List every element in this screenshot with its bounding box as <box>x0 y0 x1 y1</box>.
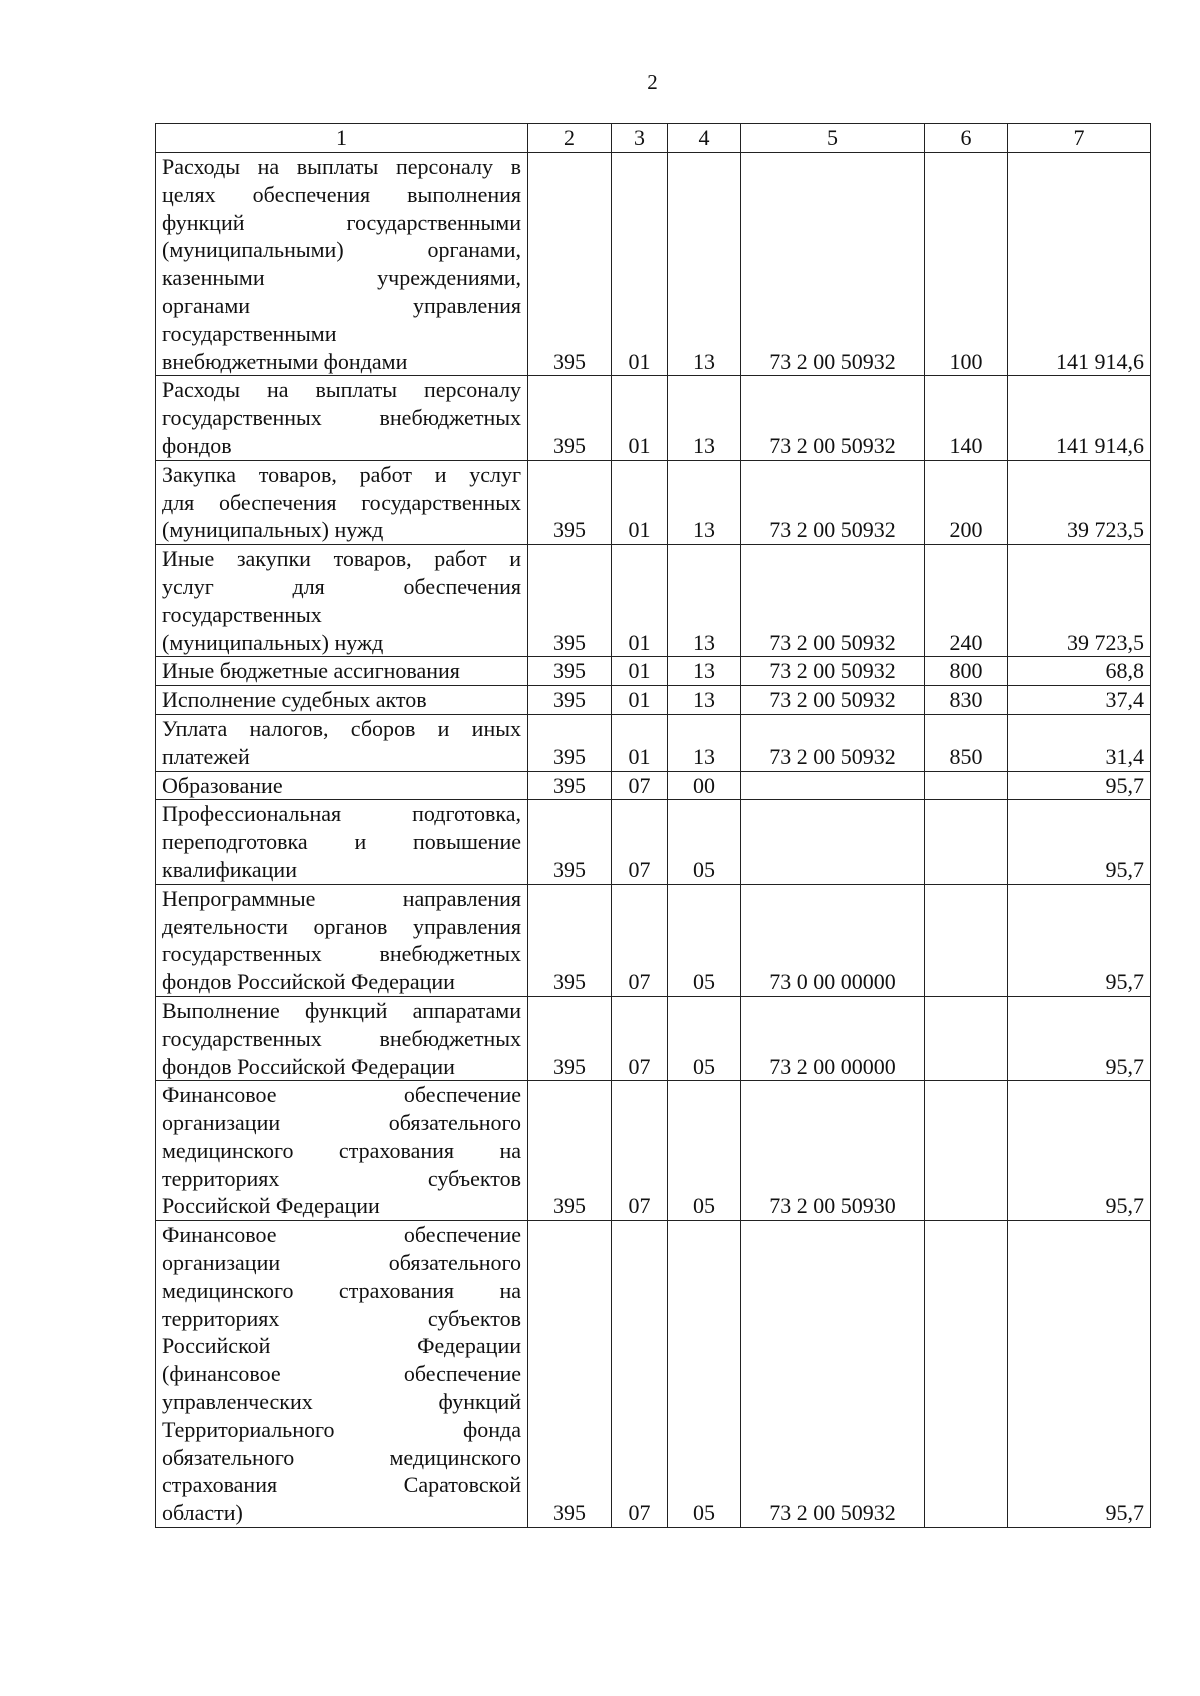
table-row <box>156 771 1151 800</box>
page-number: 2 <box>647 70 658 94</box>
item-name-line: Территориального фонда <box>162 1416 521 1442</box>
item-name-line: страхования Саратовской <box>162 1472 521 1498</box>
item-name-line: государственными <box>162 320 337 346</box>
section-code-cell: 07 <box>612 1081 668 1221</box>
section-code-cell: 07 <box>612 800 668 884</box>
item-name-line: обязательного медицинского <box>162 1444 521 1470</box>
amount-cell: 68,8 <box>1008 657 1151 686</box>
item-name-line: деятельности органов управления <box>162 913 521 939</box>
section-code-cell: 01 <box>612 545 668 657</box>
item-name-line: Выполнение функций аппаратами <box>162 997 521 1023</box>
item-name-line: Расходы на выплаты персоналу в <box>162 154 521 179</box>
item-name-line: управленческих функций <box>162 1389 521 1415</box>
item-name-line: платежей <box>162 743 250 769</box>
section-code-cell: 07 <box>612 996 668 1080</box>
column-header: 6 <box>925 124 1008 153</box>
target-article-cell: 73 2 00 50932 <box>741 1221 925 1528</box>
item-name-line: государственных внебюджетных <box>162 941 521 967</box>
item-name-cell <box>156 376 528 460</box>
item-name-line: организации обязательного <box>162 1250 521 1276</box>
subsection-code-cell: 13 <box>668 153 741 376</box>
amount-cell: 141 914,6 <box>1008 376 1151 460</box>
item-name-cell <box>156 686 528 715</box>
amount-cell: 31,4 <box>1008 714 1151 771</box>
amount-cell: 95,7 <box>1008 771 1151 800</box>
table-row <box>156 686 1151 715</box>
expense-type-cell: 240 <box>925 545 1008 657</box>
item-name-line: медицинского страхования на <box>162 1137 521 1163</box>
budget-table <box>155 123 1151 1528</box>
table-row <box>156 1221 1151 1528</box>
item-name-line: (финансовое обеспечение <box>162 1361 521 1387</box>
subsection-code-cell: 05 <box>668 1081 741 1221</box>
amount-cell: 39 723,5 <box>1008 545 1151 657</box>
section-code-cell: 07 <box>612 771 668 800</box>
item-name-cell <box>156 545 528 657</box>
item-name-cell <box>156 153 528 376</box>
subsection-code-cell: 05 <box>668 996 741 1080</box>
amount-cell: 39 723,5 <box>1008 460 1151 544</box>
expense-type-cell: 830 <box>925 686 1008 715</box>
table-row <box>156 153 1151 376</box>
table-row <box>156 657 1151 686</box>
table-row <box>156 996 1151 1080</box>
item-name-line: Непрограммные направления <box>162 885 521 911</box>
amount-cell: 95,7 <box>1008 1081 1151 1221</box>
item-name-line: организации обязательного <box>162 1110 521 1136</box>
item-name-cell <box>156 771 528 800</box>
expense-type-cell <box>925 1221 1008 1528</box>
admin-code-cell: 395 <box>528 657 612 686</box>
column-header: 4 <box>668 124 741 153</box>
item-name-line: фондов <box>162 432 232 458</box>
item-name-line: функций государственными <box>162 209 521 235</box>
item-name-line: Финансовое обеспечение <box>162 1082 521 1108</box>
item-name-line: Образование <box>162 772 283 798</box>
item-name-line: фондов Российской Федерации <box>162 1053 455 1079</box>
subsection-code-cell: 13 <box>668 376 741 460</box>
subsection-code-cell: 05 <box>668 884 741 996</box>
expense-type-cell: 100 <box>925 153 1008 376</box>
item-name-line: (муниципальных) нужд <box>162 517 384 543</box>
column-header: 1 <box>156 124 528 153</box>
item-name-line: (муниципальными) органами, <box>162 237 521 263</box>
target-article-cell: 73 2 00 50932 <box>741 686 925 715</box>
target-article-cell: 73 2 00 50932 <box>741 545 925 657</box>
subsection-code-cell: 13 <box>668 686 741 715</box>
target-article-cell: 73 2 00 50930 <box>741 1081 925 1221</box>
column-header: 7 <box>1008 124 1151 153</box>
subsection-code-cell: 05 <box>668 1221 741 1528</box>
amount-cell: 95,7 <box>1008 996 1151 1080</box>
admin-code-cell: 395 <box>528 545 612 657</box>
item-name-cell <box>156 1221 528 1528</box>
item-name-line: органами управления <box>162 292 521 318</box>
target-article-cell <box>741 800 925 884</box>
admin-code-cell: 395 <box>528 800 612 884</box>
item-name-line: территориях субъектов <box>162 1305 521 1331</box>
amount-cell: 141 914,6 <box>1008 153 1151 376</box>
section-code-cell: 01 <box>612 657 668 686</box>
item-name-cell <box>156 657 528 686</box>
item-name-line: целях обеспечения выполнения <box>162 181 521 207</box>
target-article-cell: 73 2 00 00000 <box>741 996 925 1080</box>
section-code-cell: 01 <box>612 714 668 771</box>
item-name-line: медицинского страхования на <box>162 1277 521 1303</box>
item-name-line: для обеспечения государственных <box>162 489 521 515</box>
item-name-line: фондов Российской Федерации <box>162 969 455 995</box>
admin-code-cell: 395 <box>528 1221 612 1528</box>
table-row <box>156 884 1151 996</box>
item-name-cell <box>156 1081 528 1221</box>
admin-code-cell: 395 <box>528 460 612 544</box>
table-row <box>156 800 1151 884</box>
item-name-line: Финансовое обеспечение <box>162 1222 521 1248</box>
item-name-cell <box>156 460 528 544</box>
item-name-line: Закупка товаров, работ и услуг <box>162 461 521 487</box>
admin-code-cell: 395 <box>528 771 612 800</box>
subsection-code-cell: 13 <box>668 460 741 544</box>
subsection-code-cell: 13 <box>668 714 741 771</box>
target-article-cell: 73 2 00 50932 <box>741 376 925 460</box>
item-name-line: (муниципальных) нужд <box>162 629 384 655</box>
table-row <box>156 460 1151 544</box>
subsection-code-cell: 13 <box>668 545 741 657</box>
target-article-cell: 73 2 00 50932 <box>741 657 925 686</box>
table-row <box>156 545 1151 657</box>
expense-type-cell <box>925 1081 1008 1221</box>
item-name-line: переподготовка и повышение <box>162 829 521 855</box>
section-code-cell: 01 <box>612 460 668 544</box>
table-header-row <box>156 124 1151 153</box>
admin-code-cell: 395 <box>528 884 612 996</box>
amount-cell: 37,4 <box>1008 686 1151 715</box>
amount-cell: 95,7 <box>1008 800 1151 884</box>
subsection-code-cell: 05 <box>668 800 741 884</box>
expense-type-cell: 800 <box>925 657 1008 686</box>
amount-cell: 95,7 <box>1008 1221 1151 1528</box>
item-name-line: Российской Федерации <box>162 1333 521 1359</box>
section-code-cell: 01 <box>612 686 668 715</box>
column-header: 2 <box>528 124 612 153</box>
subsection-code-cell: 00 <box>668 771 741 800</box>
target-article-cell: 73 2 00 50932 <box>741 714 925 771</box>
item-name-cell <box>156 714 528 771</box>
item-name-cell <box>156 884 528 996</box>
item-name-line: Расходы на выплаты персоналу <box>162 377 521 403</box>
column-header: 3 <box>612 124 668 153</box>
expense-type-cell <box>925 800 1008 884</box>
subsection-code-cell: 13 <box>668 657 741 686</box>
expense-type-cell: 140 <box>925 376 1008 460</box>
column-header: 5 <box>741 124 925 153</box>
amount-cell: 95,7 <box>1008 884 1151 996</box>
item-name-line: Уплата налогов, сборов и иных <box>162 715 521 741</box>
admin-code-cell: 395 <box>528 1081 612 1221</box>
item-name-cell <box>156 996 528 1080</box>
item-name-line: внебюджетными фондами <box>162 348 408 374</box>
section-code-cell: 01 <box>612 153 668 376</box>
target-article-cell <box>741 771 925 800</box>
admin-code-cell: 395 <box>528 996 612 1080</box>
target-article-cell: 73 2 00 50932 <box>741 153 925 376</box>
expense-type-cell <box>925 884 1008 996</box>
item-name-line: Российской Федерации <box>162 1193 380 1219</box>
expense-type-cell <box>925 771 1008 800</box>
section-code-cell: 01 <box>612 376 668 460</box>
expense-type-cell: 850 <box>925 714 1008 771</box>
item-name-line: области) <box>162 1500 243 1526</box>
item-name-line: государственных <box>162 601 322 627</box>
item-name-cell <box>156 800 528 884</box>
table-row <box>156 1081 1151 1221</box>
admin-code-cell: 395 <box>528 714 612 771</box>
item-name-line: Профессиональная подготовка, <box>162 801 521 827</box>
item-name-line: территориях субъектов <box>162 1165 521 1191</box>
item-name-line: Иные бюджетные ассигнования <box>162 658 460 684</box>
expense-type-cell: 200 <box>925 460 1008 544</box>
item-name-line: услуг для обеспечения <box>162 573 521 599</box>
expense-type-cell <box>925 996 1008 1080</box>
admin-code-cell: 395 <box>528 376 612 460</box>
table-row <box>156 714 1151 771</box>
section-code-cell: 07 <box>612 884 668 996</box>
target-article-cell: 73 2 00 50932 <box>741 460 925 544</box>
item-name-line: квалификации <box>162 856 297 882</box>
table-row <box>156 376 1151 460</box>
item-name-line: государственных внебюджетных <box>162 1025 521 1051</box>
item-name-line: Иные закупки товаров, работ и <box>162 546 521 572</box>
item-name-line: казенными учреждениями, <box>162 265 521 291</box>
target-article-cell: 73 0 00 00000 <box>741 884 925 996</box>
admin-code-cell: 395 <box>528 153 612 376</box>
admin-code-cell: 395 <box>528 686 612 715</box>
item-name-line: государственных внебюджетных <box>162 405 521 431</box>
item-name-line: Исполнение судебных актов <box>162 687 427 713</box>
section-code-cell: 07 <box>612 1221 668 1528</box>
